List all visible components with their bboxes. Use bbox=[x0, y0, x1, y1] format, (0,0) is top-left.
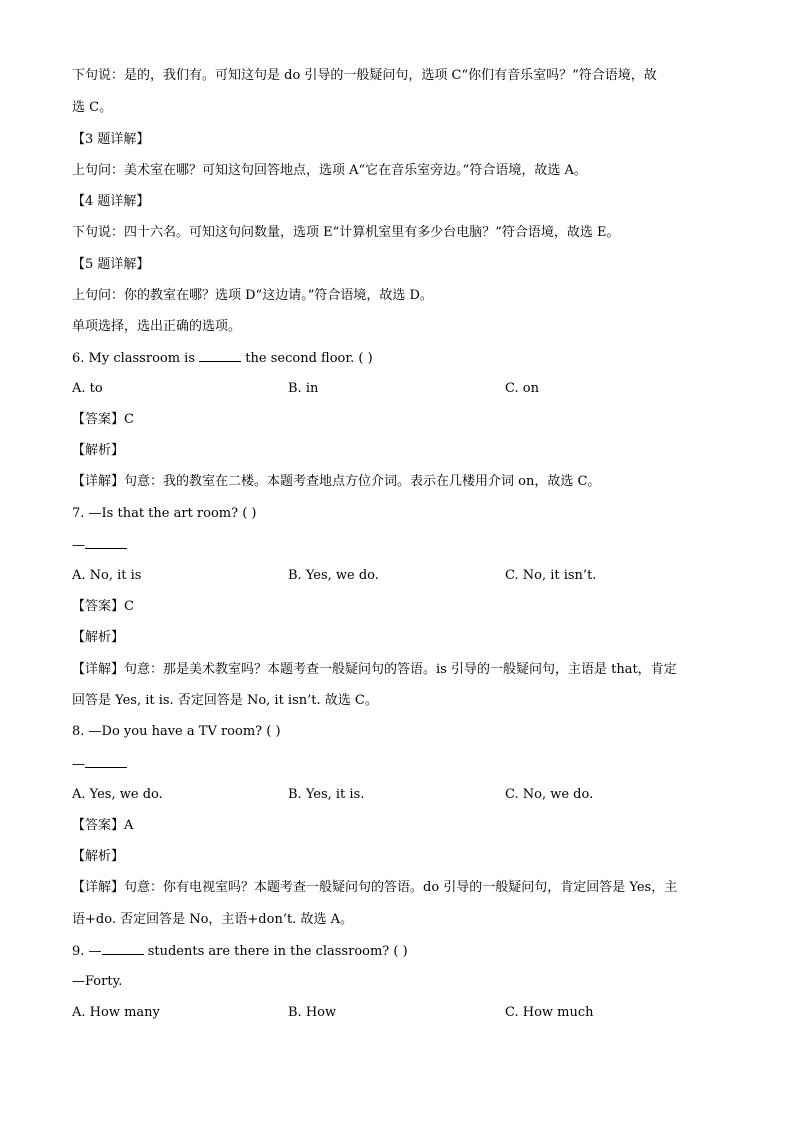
question-text: students are there in the classroom? ( ) bbox=[147, 944, 408, 959]
option-a: A. No, it is bbox=[72, 568, 142, 583]
section-title: 单项选择，选出正确的选项。 bbox=[72, 319, 242, 334]
reply-line: —Forty. bbox=[72, 974, 123, 989]
question-7: 7. —Is that the art room? ( ) bbox=[72, 506, 257, 521]
option-b: B. in bbox=[288, 381, 319, 396]
answer-blank bbox=[85, 755, 127, 768]
detail-text: 【详解】句意：你有电视室吗？本题考查一般疑问句的答语。do 引导的一般疑问句，肯定回答是 Yes，主 bbox=[72, 880, 678, 895]
option-b: B. How bbox=[288, 1005, 337, 1020]
detail-text: 【详解】句意：我的教室在二楼。本题考查地点方位介词。表示在几楼用介词 on，故选 C。 bbox=[72, 474, 601, 489]
option-b: B. Yes, it is. bbox=[288, 787, 365, 802]
dash: — bbox=[72, 757, 85, 772]
text-line: 上句问：你的教室在哪？选项 D“这边请。”符合语境，故选 D。 bbox=[72, 288, 433, 303]
text-line: 选 C。 bbox=[72, 100, 113, 115]
detail-text: 回答是 Yes, it is. 否定回答是 No, it isn’t. 故选 C。 bbox=[72, 693, 378, 708]
answer-label: 【答案】C bbox=[72, 599, 134, 614]
question-text: 6. My classroom is bbox=[72, 351, 196, 366]
analysis-label: 【解析】 bbox=[72, 630, 125, 645]
option-c: C. How much bbox=[505, 1005, 594, 1020]
reply-line bbox=[72, 536, 127, 555]
answer-blank bbox=[85, 536, 127, 549]
detail-text: 语+do. 否定回答是 No，主语+don’t. 故选 A。 bbox=[72, 912, 353, 927]
option-a: A. Yes, we do. bbox=[72, 787, 163, 802]
answer-blank bbox=[199, 349, 241, 362]
question-8: 8. —Do you have a TV room? ( ) bbox=[72, 724, 281, 739]
section-heading: 【3 题详解】 bbox=[72, 132, 150, 147]
option-a: A. How many bbox=[72, 1005, 160, 1020]
dash: — bbox=[72, 538, 85, 553]
answer-label: 【答案】C bbox=[72, 412, 134, 427]
question-9 bbox=[72, 942, 408, 961]
detail-text: 【详解】句意：那是美术教室吗？本题考查一般疑问句的答语。is 引导的一般疑问句，主语是 that，肯定 bbox=[72, 662, 677, 677]
section-heading: 【4 题详解】 bbox=[72, 194, 150, 209]
question-text: the second floor. ( ) bbox=[245, 351, 373, 366]
question-text: 9. — bbox=[72, 944, 102, 959]
answer-label: 【答案】A bbox=[72, 818, 134, 833]
option-b: B. Yes, we do. bbox=[288, 568, 379, 583]
analysis-label: 【解析】 bbox=[72, 849, 125, 864]
section-heading: 【5 题详解】 bbox=[72, 257, 150, 272]
text-line: 上句问：美术室在哪？可知这句回答地点，选项 A“它在音乐室旁边。”符合语境，故选 A。 bbox=[72, 163, 587, 178]
option-c: C. No, it isn’t. bbox=[505, 568, 597, 583]
option-c: C. No, we do. bbox=[505, 787, 594, 802]
question-6 bbox=[72, 349, 373, 368]
option-a: A. to bbox=[72, 381, 103, 396]
text-line: 下句说：是的，我们有。可知这句是 do 引导的一般疑问句，选项 C“你们有音乐室吗？”符合语境，故 bbox=[72, 68, 657, 83]
analysis-label: 【解析】 bbox=[72, 443, 125, 458]
answer-blank bbox=[102, 942, 144, 955]
text-line: 下句说：四十六名。可知这句问数量，选项 E“计算机室里有多少台电脑？”符合语境，故选 E。 bbox=[72, 225, 620, 240]
reply-line bbox=[72, 755, 127, 774]
option-c: C. on bbox=[505, 381, 539, 396]
